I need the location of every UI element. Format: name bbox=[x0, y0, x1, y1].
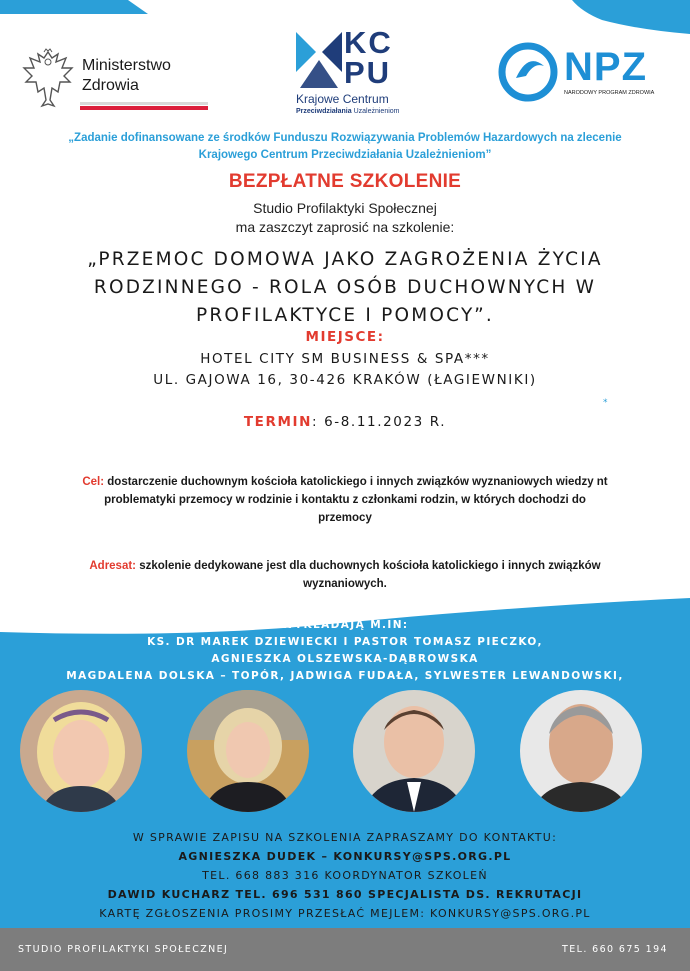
lecturers-line-2: AGNIESZKA OLSZEWSKA-DĄBROWSKA bbox=[211, 653, 479, 665]
invitation-line-1: Studio Profilaktyki Społecznej bbox=[253, 200, 437, 216]
free-training-title: BEZPŁATNE SZKOLENIE bbox=[228, 171, 462, 192]
lecturers-line-1: KS. DR MAREK DZIEWIECKI I PASTOR TOMASZ PIECZKO, bbox=[147, 636, 543, 648]
lecturers-list bbox=[0, 617, 690, 685]
contact-line-3: TEL. 668 883 316 KOORDYNATOR SZKOLEŃ bbox=[202, 869, 488, 882]
place-address bbox=[0, 349, 690, 391]
funding-line-1: „Zadanie dofinansowane ze środków Funduszu Rozwiązywania Problemów Hazardowych na zlecenie bbox=[68, 132, 622, 144]
ministry-name-line1: Ministerstwo bbox=[82, 57, 171, 74]
kcpu-letters-bottom: PU bbox=[344, 55, 392, 90]
footer-bar bbox=[0, 928, 690, 971]
place-label: MIEJSCE: bbox=[305, 329, 385, 345]
lecturer-photo-2 bbox=[187, 690, 309, 812]
invitation-line-2: ma zaszczyt zaprosić na szkolenie: bbox=[235, 219, 455, 235]
term-label: TERMIN bbox=[243, 414, 313, 430]
lecturers-line-3: MAGDALENA DOLSKA – TOPÓR, JADWIGA FUDAŁA, SYLWESTER LEWANDOWSKI, bbox=[66, 670, 624, 682]
footer-phone: TEL. 660 675 194 bbox=[562, 944, 668, 955]
contact-section bbox=[0, 828, 690, 923]
funding-note bbox=[0, 130, 690, 164]
contact-line-1: W SPRAWIE ZAPISU NA SZKOLENIA ZAPRASZAMY DO KONTAKTU: bbox=[132, 831, 558, 844]
training-title bbox=[0, 246, 690, 330]
invitation-text bbox=[0, 199, 690, 237]
lecturers-heading: WYKŁADAJĄ M.IN: bbox=[281, 619, 409, 631]
training-title-line-1: „PRZEMOC DOMOWA JAKO ZAGROŻENIA ŻYCIA bbox=[87, 249, 603, 270]
addressee-label: Adresat: bbox=[89, 560, 137, 572]
kcpu-letters-top: KC bbox=[344, 25, 393, 60]
npz-logo bbox=[498, 42, 668, 108]
asterisk-mark: * bbox=[603, 398, 608, 408]
addressee-paragraph bbox=[0, 557, 690, 593]
lecturer-photo-4 bbox=[520, 690, 642, 812]
goal-label: Cel: bbox=[82, 476, 105, 488]
contact-line-5: KARTĘ ZGŁOSZENIA PROSIMY PRZESŁAĆ MEJLEM: KONKURSY@SPS.ORG.PL bbox=[99, 907, 591, 920]
kcpu-subtitle: Przeciwdziałania Uzależnieniom bbox=[296, 108, 400, 115]
flag-stripe-red bbox=[80, 106, 208, 110]
addressee-text-2: wyznaniowych. bbox=[303, 578, 387, 590]
place-street: UL. GAJOWA 16, 30-426 KRAKÓW (ŁAGIEWNIKI) bbox=[153, 372, 537, 388]
goal-text-3: przemocy bbox=[318, 512, 372, 524]
npz-letters: NPZ bbox=[564, 45, 647, 89]
kcpu-arrows-icon bbox=[294, 30, 344, 90]
lecturer-photo-1 bbox=[20, 690, 142, 812]
goal-paragraph bbox=[0, 473, 690, 527]
training-title-line-3: PROFILAKTYCE I POMOCY”. bbox=[195, 305, 495, 326]
term-value: : 6-8.11.2023 R. bbox=[312, 414, 447, 430]
lecturer-photo-3 bbox=[353, 690, 475, 812]
contact-line-2: AGNIESZKA DUDEK – KONKURSY@SPS.ORG.PL bbox=[178, 850, 512, 863]
kcpu-logo bbox=[290, 25, 420, 124]
flag-stripe-white bbox=[80, 102, 208, 105]
kcpu-full-name: Krajowe Centrum bbox=[296, 92, 389, 106]
corner-shape-left bbox=[0, 0, 148, 14]
training-title-line-2: RODZINNEGO - ROLA OSÓB DUCHOWNYCH W bbox=[93, 277, 597, 298]
addressee-text-1: szkolenie dedykowane jest dla duchownych kościoła katolickiego i innych związków bbox=[136, 560, 601, 572]
npz-swirl-icon bbox=[498, 42, 558, 102]
goal-text-1: dostarczenie duchownym kościoła katolickiego i innych związków wyznaniowych wiedzy nt bbox=[104, 476, 608, 488]
eagle-emblem-icon bbox=[22, 48, 74, 112]
funding-line-2: Krajowego Centrum Przeciwdziałania Uzależnieniom” bbox=[198, 149, 492, 161]
ministry-of-health-logo bbox=[22, 44, 192, 114]
footer-organization: STUDIO PROFILAKTYKI SPOŁECZNEJ bbox=[18, 944, 229, 955]
corner-shape-right bbox=[572, 0, 690, 34]
place-venue: HOTEL CITY SM BUSINESS & SPA*** bbox=[200, 351, 490, 367]
term-date bbox=[0, 414, 690, 430]
npz-subtitle: NARODOWY PROGRAM ZDROWIA bbox=[564, 90, 655, 96]
ministry-name-line2: Zdrowia bbox=[82, 77, 139, 94]
contact-line-4: DAWID KUCHARZ TEL. 696 531 860 SPECJALISTA DS. REKRUTACJI bbox=[107, 888, 583, 901]
goal-text-2: problematyki przemocy w rodzinie i kontaktu z członkami rodzin, w których dochodzi do bbox=[104, 494, 586, 506]
